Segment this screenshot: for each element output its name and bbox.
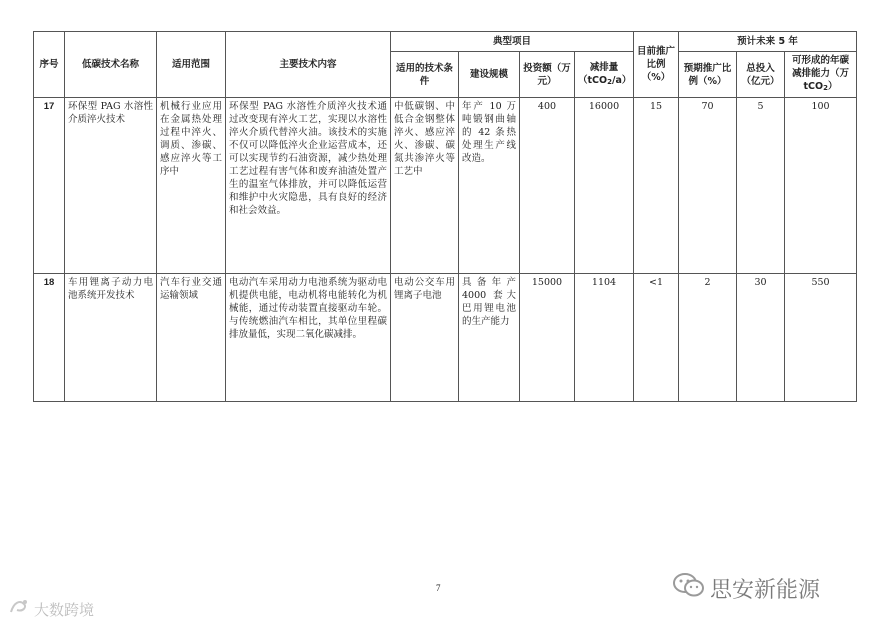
watermark-right bbox=[672, 572, 820, 604]
header-build-scale: 建设规模 bbox=[459, 52, 520, 98]
row-tech-name: 车用锂离子动力电池系统开发技术 bbox=[65, 274, 157, 402]
row-seq: 18 bbox=[34, 274, 65, 402]
row-content: 电动汽车采用动力电池系统为驱动电机提供电能，电动机将电能转化为机械能，通过传动装置直接驱动车轮。与传统燃油汽车相比，其单位里程碳排放量低，实现二氧化碳减排。 bbox=[226, 274, 391, 402]
row-current-ratio: <1 bbox=[634, 274, 679, 402]
row-expected-ratio: 2 bbox=[679, 274, 737, 402]
row-reduction: 1104 bbox=[575, 274, 634, 402]
header-tech-conditions: 适用的技术条件 bbox=[391, 52, 459, 98]
row-total-investment: 30 bbox=[737, 274, 785, 402]
header-expected-ratio: 预期推广比例（%） bbox=[679, 52, 737, 98]
row-seq: 17 bbox=[34, 98, 65, 274]
header-scope: 适用范围 bbox=[157, 32, 226, 98]
header-capacity: 可形成的年碳减排能力（万 tCO2） bbox=[785, 52, 857, 98]
row-scale: 具备年产 4000 套大巴用锂电池的生产能力 bbox=[459, 274, 520, 402]
header-seq: 序号 bbox=[34, 32, 65, 98]
row-total-investment: 5 bbox=[737, 98, 785, 274]
row-content: 环保型 PAG 水溶性介质淬火技术通过改变现有淬火工艺，实现以水溶性淬火介质代替淬火油。该技术的实施不仅可以降低淬火企业运营成本，还可以实现节约石油资源，减少热处理工艺过程有害气体和废弃油渣处置产生的温室气体排放，并可以降低运营和维护中火灾隐患，具有良好的经济和社会效益。 bbox=[226, 98, 391, 274]
header-current-ratio: 目前推广比例（%） bbox=[634, 32, 679, 98]
row-tech-name: 环保型 PAG 水溶性介质淬火技术 bbox=[65, 98, 157, 274]
row-expected-ratio: 70 bbox=[679, 98, 737, 274]
row-scope: 机械行业应用在金属热处理过程中淬火、调质、渗碳、感应淬火等工序中 bbox=[157, 98, 226, 274]
row-investment: 400 bbox=[520, 98, 575, 274]
row-conditions: 中低碳钢、中低合金钢整体淬火、感应淬火、渗碳、碳氮共渗淬火等工艺中 bbox=[391, 98, 459, 274]
watermark-left-text: 大数跨境 bbox=[34, 600, 95, 619]
row-capacity: 550 bbox=[785, 274, 857, 402]
row-scale: 年产 10 万吨锻钢曲轴的 42 条热处理生产线改造。 bbox=[459, 98, 520, 274]
header-forecast: 预计未来 5 年 bbox=[679, 32, 857, 52]
header-content: 主要技术内容 bbox=[226, 32, 391, 98]
header-total-investment: 总投入（亿元） bbox=[737, 52, 785, 98]
row-investment: 15000 bbox=[520, 274, 575, 402]
wechat-icon bbox=[672, 572, 706, 604]
table-row bbox=[34, 98, 857, 274]
brand-logo-icon bbox=[8, 598, 30, 620]
row-reduction: 16000 bbox=[575, 98, 634, 274]
row-capacity: 100 bbox=[785, 98, 857, 274]
header-typical-project: 典型项目 bbox=[391, 32, 634, 52]
row-scope: 汽车行业交通运输领域 bbox=[157, 274, 226, 402]
header-investment: 投资额（万元） bbox=[520, 52, 575, 98]
row-current-ratio: 15 bbox=[634, 98, 679, 274]
watermark-right-text: 思安新能源 bbox=[710, 577, 821, 603]
watermark-left bbox=[8, 598, 94, 620]
row-conditions: 电动公交车用锂离子电池 bbox=[391, 274, 459, 402]
header-tech-name: 低碳技术名称 bbox=[65, 32, 157, 98]
header-emission-reduction: 减排量（tCO2/a） bbox=[575, 52, 634, 98]
table-row bbox=[34, 274, 857, 402]
page-number: 7 bbox=[436, 583, 441, 593]
technology-table bbox=[33, 31, 857, 402]
